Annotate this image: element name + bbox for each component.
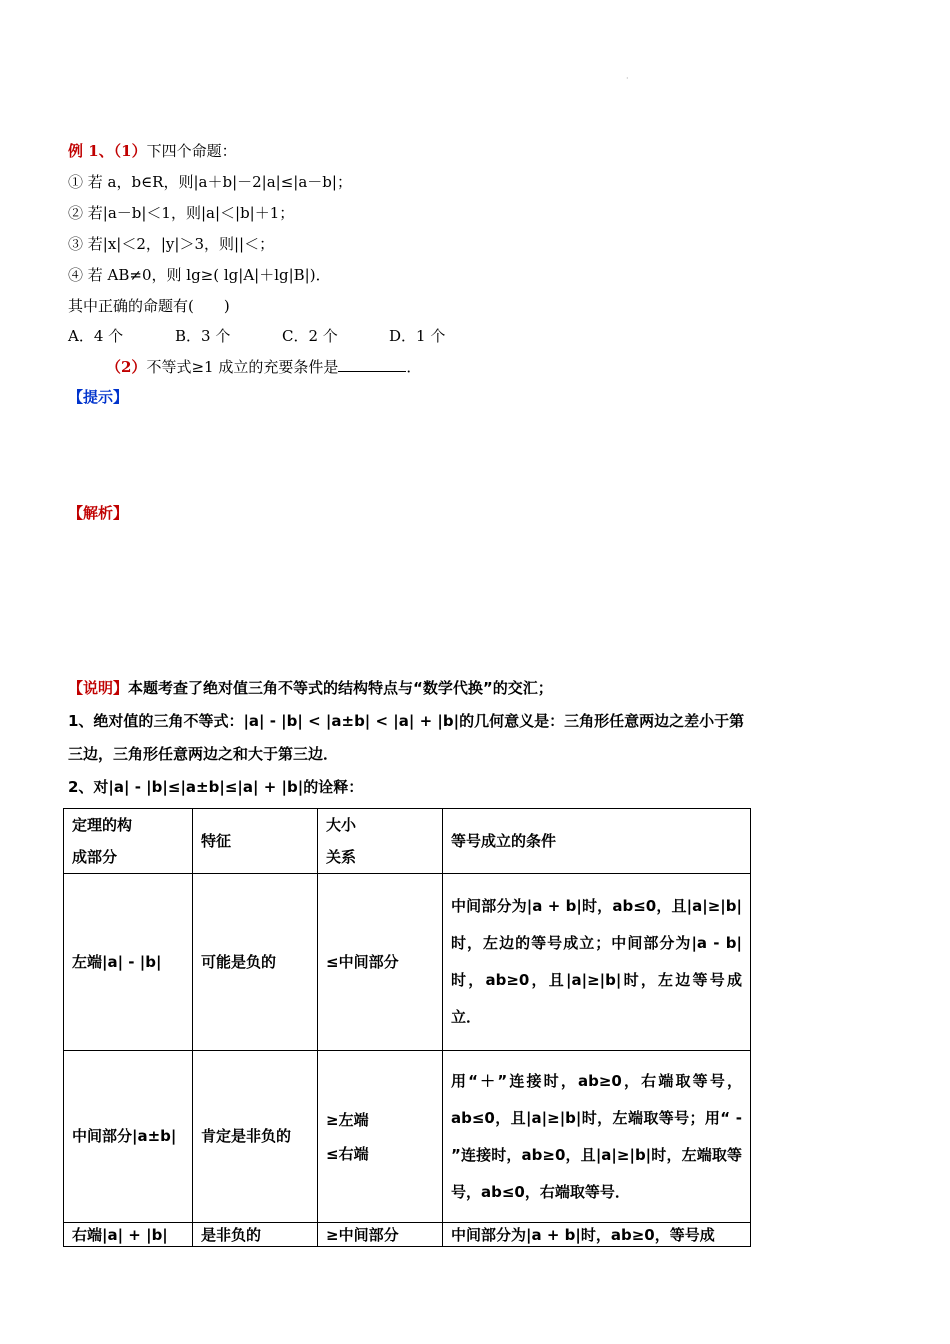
header-feature: 特征: [201, 832, 232, 850]
relation-line: ≥左端: [326, 1110, 369, 1129]
hint-label: 【提示】: [68, 388, 129, 406]
question-text: 其中正确的命题有( ): [68, 297, 230, 315]
example-heading: [68, 141, 237, 161]
theorem-table: [63, 808, 751, 1247]
relation-cell: [318, 1223, 443, 1247]
header-condition: 等号成立的条件: [451, 832, 557, 850]
part2-number: （2）: [106, 358, 147, 376]
part1-text: 下四个命题：: [146, 142, 237, 160]
condition-cell: 用“＋”连接时，ab≥0，右端取等号，ab≤0，且|a|≥|b|时，左端取等号；用“ - ”连接时，ab≥0，且|a|≥|b|时，左端取等号，ab≤0，右端取等号．: [443, 1051, 751, 1223]
header-mark: ·: [626, 74, 629, 83]
part2-end: ．: [406, 358, 422, 376]
part-cell: 左端|a| - |b|: [64, 874, 193, 1051]
relation-line: ≥中间部分: [326, 1225, 399, 1244]
example-label: 例 1、: [68, 142, 114, 160]
analysis-label: 【解析】: [68, 504, 129, 522]
proposition-1: ① 若 a，b∈R，则|a＋b|－2|a|≤|a－b|；: [68, 173, 352, 191]
proposition-3: ③ 若|x|＜2，|y|＞3，则||＜；: [68, 235, 275, 253]
header-relation-line2: 关系: [326, 848, 357, 866]
relation-line: ≤右端: [326, 1144, 369, 1163]
header-part-line2: 成部分: [72, 848, 118, 866]
relation-line: ≤中间部分: [326, 952, 399, 971]
table-row: [64, 1223, 751, 1247]
answer-blank: [338, 359, 406, 372]
table-header-row: [64, 809, 751, 874]
header-cell: [193, 809, 318, 874]
condition-cell: 中间部分为|a + b|时，ab≥0，等号成: [443, 1223, 751, 1247]
header-cell: [318, 809, 443, 874]
feature-cell: 是非负的: [193, 1223, 318, 1247]
explain-label: 【说明】: [68, 679, 129, 697]
header-cell: [443, 809, 751, 874]
header-relation-line1: 大小: [326, 816, 357, 834]
part1-number: （1）: [113, 142, 147, 160]
table-row: [64, 1051, 751, 1223]
part2-text: 不等式≥1 成立的充要条件是: [146, 358, 339, 376]
relation-cell: [318, 1051, 443, 1223]
explain-item1-line1: 1、绝对值的三角不等式：|a| - |b| < |a±b| < |a| + |b|的几何意义是：三角形任意两边之差小于第: [68, 712, 745, 730]
part-cell: 右端|a| + |b|: [64, 1223, 193, 1247]
part2: [106, 357, 421, 377]
option-b: B．3 个: [175, 327, 231, 345]
option-a: A．4 个: [68, 327, 124, 345]
relation-cell: [318, 874, 443, 1051]
explain-text: 本题考查了绝对值三角不等式的结构特点与“数学代换”的交汇；: [128, 679, 553, 697]
option-d: D．1 个: [389, 327, 446, 345]
header-part-line1: 定理的构: [72, 816, 133, 834]
feature-cell: 可能是负的: [193, 874, 318, 1051]
explain-item1-line2: 三边，三角形任意两边之和大于第三边．: [68, 745, 339, 763]
feature-cell: 肯定是非负的: [193, 1051, 318, 1223]
explain-item2: 2、对|a| - |b|≤|a±b|≤|a| + |b|的诠释：: [68, 778, 364, 796]
part-cell: 中间部分|a±b|: [64, 1051, 193, 1223]
explain-line: [68, 678, 553, 698]
proposition-2: ② 若|a－b|＜1，则|a|＜|b|＋1；: [68, 204, 295, 222]
condition-cell: 中间部分为|a + b|时，ab≤0，且|a|≥|b|时，左边的等号成立；中间部分为|a - b|时，ab≥0，且|a|≥|b|时，左边等号成立．: [443, 874, 751, 1051]
header-cell: [64, 809, 193, 874]
answer-options: [68, 326, 445, 346]
proposition-4: ④ 若 AB≠0，则 lg≥( lg|A|＋lg|B|)．: [68, 266, 331, 284]
table-row: [64, 874, 751, 1051]
option-c: C．2 个: [282, 327, 338, 345]
